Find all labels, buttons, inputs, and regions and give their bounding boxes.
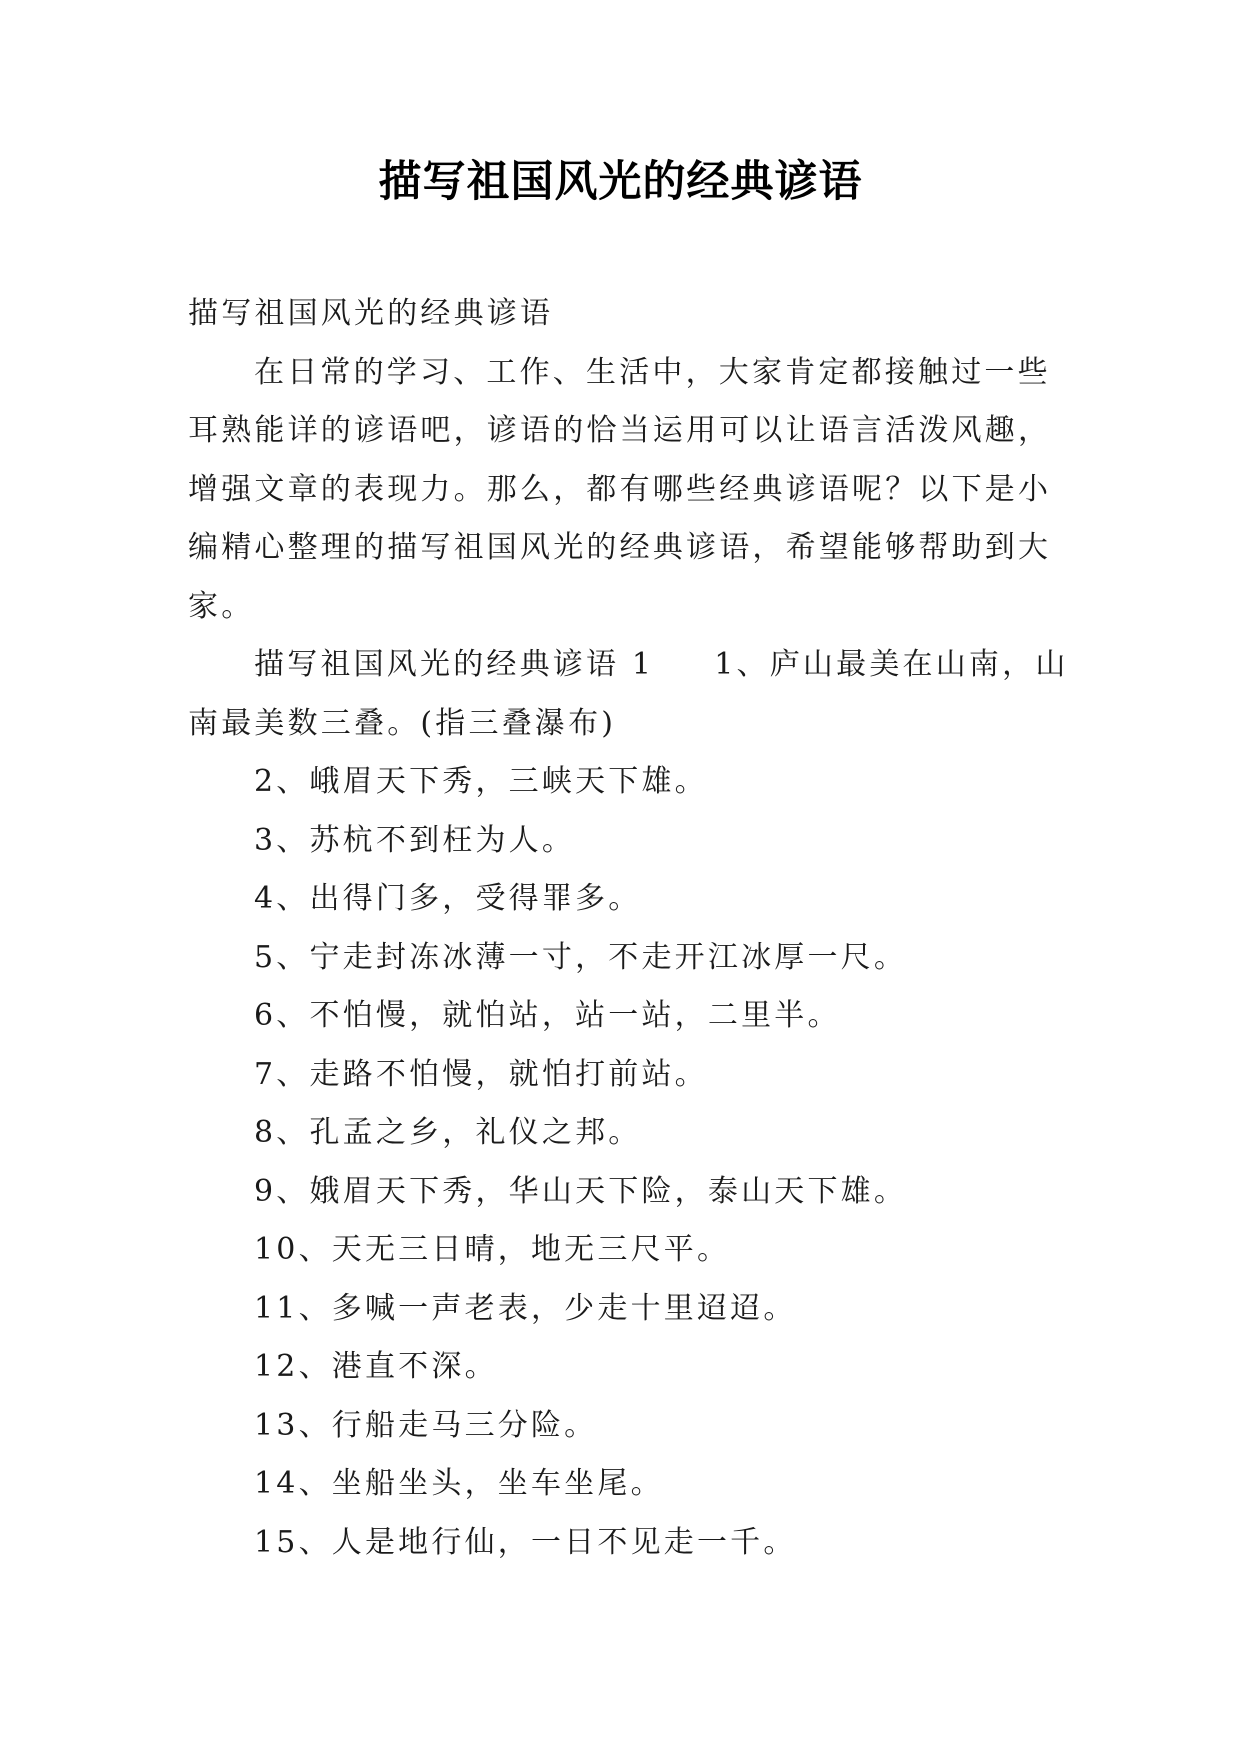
proverb-item: 5、宁走封冻冰薄一寸，不走开江冰厚一尺。 [254,939,908,975]
proverb-item: 8、孔孟之乡，礼仪之邦。 [254,1115,642,1150]
intro-line: 增强文章的表现力。那么，都有哪些经典谚语呢？以下是小 [188,471,1052,507]
proverb-item: 12、港直不深。 [254,1349,498,1384]
proverb-item: 7、走路不怕慢，就怕打前站。 [254,1056,708,1092]
intro-line: 耳熟能详的谚语吧，谚语的恰当运用可以让语言活泼风趣， [188,413,1052,448]
proverb-item: 2、峨眉天下秀，三峡天下雄。 [254,764,708,799]
section-heading: 描写祖国风光的经典谚语 1 [254,647,655,682]
proverb-item: 3、苏杭不到枉为人。 [254,822,576,858]
proverb-item: 11、多喊一声老表，少走十里迢迢。 [254,1290,797,1326]
intro-line: 在日常的学习、工作、生活中，大家肯定都接触过一些 [254,354,1051,390]
proverb-item-continuation: 南最美数三叠。(指三叠瀑布) [188,705,617,741]
proverb-item: 6、不怕慢，就怕站，站一站，二里半。 [254,998,841,1033]
intro-line: 编精心整理的描写祖国风光的经典谚语，希望能够帮助到大 [188,530,1052,565]
intro-line: 家。 [188,588,255,624]
proverb-item: 13、行船走马三分险。 [254,1407,598,1443]
section-line [188,636,1068,695]
document-body [188,285,1068,1572]
proverb-item: 14、坐船坐头，坐车坐尾。 [254,1466,664,1501]
subtitle: 描写祖国风光的经典谚语 [188,296,554,331]
proverb-item: 9、娥眉天下秀，华山天下险，泰山天下雄。 [254,1173,908,1209]
proverb-item: 15、人是地行仙，一日不见走一千。 [254,1524,797,1560]
proverb-item: 10、天无三日晴，地无三尺平。 [254,1232,731,1267]
proverb-item: 4、出得门多，受得罪多。 [254,881,642,916]
document-title: 描写祖国风光的经典谚语 [378,157,863,207]
proverb-item: 1、庐山最美在山南，山 [714,647,1069,682]
